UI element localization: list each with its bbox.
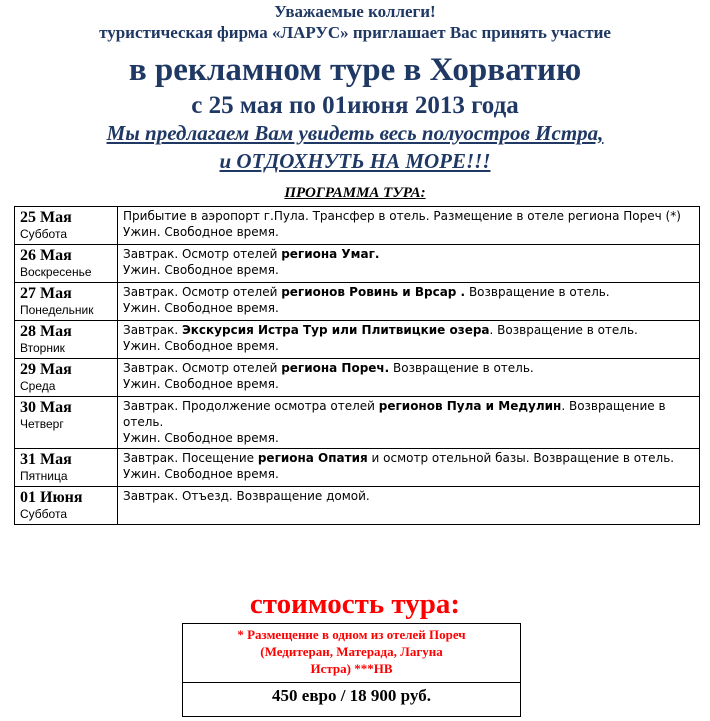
day-date: 31 Мая bbox=[20, 451, 72, 468]
description-text: Возвращение в отель. bbox=[465, 285, 610, 299]
day-cell bbox=[15, 245, 118, 283]
description-text: Завтрак. bbox=[123, 323, 182, 337]
description-text: Ужин. Свободное время. bbox=[123, 225, 279, 239]
cost-box bbox=[182, 623, 521, 717]
day-date: 26 Мая bbox=[20, 247, 72, 264]
schedule-row bbox=[15, 397, 700, 449]
day-description bbox=[118, 207, 700, 245]
day-weekday: Среда bbox=[20, 379, 56, 393]
day-weekday: Четверг bbox=[20, 417, 64, 431]
description-text: Ужин. Свободное время. bbox=[123, 377, 279, 391]
day-date: 01 Июня bbox=[20, 489, 83, 506]
description-text: Завтрак. Продолжение осмотра отелей bbox=[123, 399, 379, 413]
region-highlight: Экскурсия Истра Тур или Плитвицкие озера bbox=[181, 323, 490, 337]
schedule-row bbox=[15, 207, 700, 245]
description-text: Ужин. Свободное время. bbox=[123, 263, 279, 277]
description-line bbox=[123, 322, 694, 338]
schedule-row bbox=[15, 283, 700, 321]
accommodation-note bbox=[183, 624, 520, 683]
schedule-row bbox=[15, 449, 700, 487]
greeting: Уважаемые коллеги! bbox=[274, 2, 436, 21]
day-description bbox=[118, 449, 700, 487]
day-weekday: Вторник bbox=[20, 341, 65, 355]
description-text: Возвращение в отель. bbox=[389, 361, 534, 375]
description-line bbox=[123, 284, 694, 300]
program-title: ПРОГРАММА ТУРА: bbox=[284, 185, 426, 201]
day-weekday: Понедельник bbox=[20, 303, 94, 317]
offer-line-1: Мы предлагаем Вам увидеть весь полуостров Истра, bbox=[106, 121, 604, 145]
day-cell bbox=[15, 449, 118, 487]
day-description bbox=[118, 321, 700, 359]
accommodation-note-line: * Размещение в одном из отелей Пореч bbox=[237, 627, 466, 642]
description-line bbox=[123, 208, 694, 224]
tour-dates: с 25 мая по 01июня 2013 года bbox=[191, 92, 519, 119]
description-text: Ужин. Свободное время. bbox=[123, 467, 279, 481]
day-cell bbox=[15, 283, 118, 321]
description-line bbox=[123, 450, 694, 466]
description-line bbox=[123, 398, 694, 430]
description-line bbox=[123, 224, 694, 240]
description-line bbox=[123, 430, 694, 446]
description-line bbox=[123, 246, 694, 262]
day-cell bbox=[15, 359, 118, 397]
region-highlight: региона Умаг. bbox=[281, 247, 380, 261]
day-description bbox=[118, 245, 700, 283]
description-text: Ужин. Свободное время. bbox=[123, 301, 279, 315]
day-weekday: Пятница bbox=[20, 469, 68, 483]
description-line bbox=[123, 376, 694, 392]
day-cell bbox=[15, 321, 118, 359]
schedule-row bbox=[15, 321, 700, 359]
description-line bbox=[123, 338, 694, 354]
day-weekday: Суббота bbox=[20, 507, 67, 521]
description-text: . Возвращение в отель. bbox=[123, 399, 666, 429]
description-text: . Возвращение в отель. bbox=[489, 323, 638, 337]
accommodation-note-line: Истра) ***HB bbox=[310, 661, 393, 676]
description-line bbox=[123, 360, 694, 376]
region-highlight: региона Опатия bbox=[257, 451, 368, 465]
description-text: Ужин. Свободное время. bbox=[123, 431, 279, 445]
description-text: Ужин. Свободное время. bbox=[123, 339, 279, 353]
offer-line-2: и ОТДОХНУТЬ НА МОРЕ!!! bbox=[219, 149, 491, 173]
description-text: и осмотр отельной базы. Возвращение в отель. bbox=[367, 451, 675, 465]
day-date: 27 Мая bbox=[20, 285, 72, 302]
day-cell bbox=[15, 487, 118, 525]
day-description bbox=[118, 487, 700, 525]
invitation-text: туристическая фирма «ЛАРУС» приглашает Вас принять участие bbox=[99, 23, 611, 42]
day-cell bbox=[15, 397, 118, 449]
description-line bbox=[123, 262, 694, 278]
accommodation-note-line: (Медитеран, Матерада, Лагуна bbox=[260, 644, 443, 659]
description-line bbox=[123, 300, 694, 316]
schedule-row bbox=[15, 359, 700, 397]
schedule-table bbox=[14, 206, 700, 525]
day-date: 29 Мая bbox=[20, 361, 72, 378]
description-text: Прибытие в аэропорт г.Пула. Трансфер в отель. Размещение в отеле региона Пореч (*) bbox=[123, 209, 681, 223]
day-date: 25 Мая bbox=[20, 209, 72, 226]
day-weekday: Суббота bbox=[20, 227, 67, 241]
description-text: Завтрак. Осмотр отелей bbox=[123, 247, 282, 261]
description-line bbox=[123, 488, 694, 504]
description-text: Завтрак. Отъезд. Возвращение домой. bbox=[123, 489, 370, 503]
day-date: 30 Мая bbox=[20, 399, 72, 416]
description-line bbox=[123, 466, 694, 482]
day-description bbox=[118, 359, 700, 397]
description-text: Завтрак. Посещение bbox=[123, 451, 258, 465]
page-title: в рекламном туре в Хорватию bbox=[128, 52, 582, 88]
day-cell bbox=[15, 207, 118, 245]
schedule-row bbox=[15, 487, 700, 525]
day-date: 28 Мая bbox=[20, 323, 72, 340]
description-text: Завтрак. Осмотр отелей bbox=[123, 361, 282, 375]
cost-title: стоимость тура: bbox=[249, 588, 461, 620]
region-highlight: регионов Ровинь и Врсар . bbox=[281, 285, 466, 299]
region-highlight: регионов Пула и Медулин bbox=[378, 399, 562, 413]
day-weekday: Воскресенье bbox=[20, 265, 92, 279]
day-description bbox=[118, 283, 700, 321]
region-highlight: региона Пореч. bbox=[281, 361, 390, 375]
schedule-row bbox=[15, 245, 700, 283]
day-description bbox=[118, 397, 700, 449]
description-text: Завтрак. Осмотр отелей bbox=[123, 285, 282, 299]
tour-price: 450 евро / 18 900 руб. bbox=[272, 686, 431, 705]
